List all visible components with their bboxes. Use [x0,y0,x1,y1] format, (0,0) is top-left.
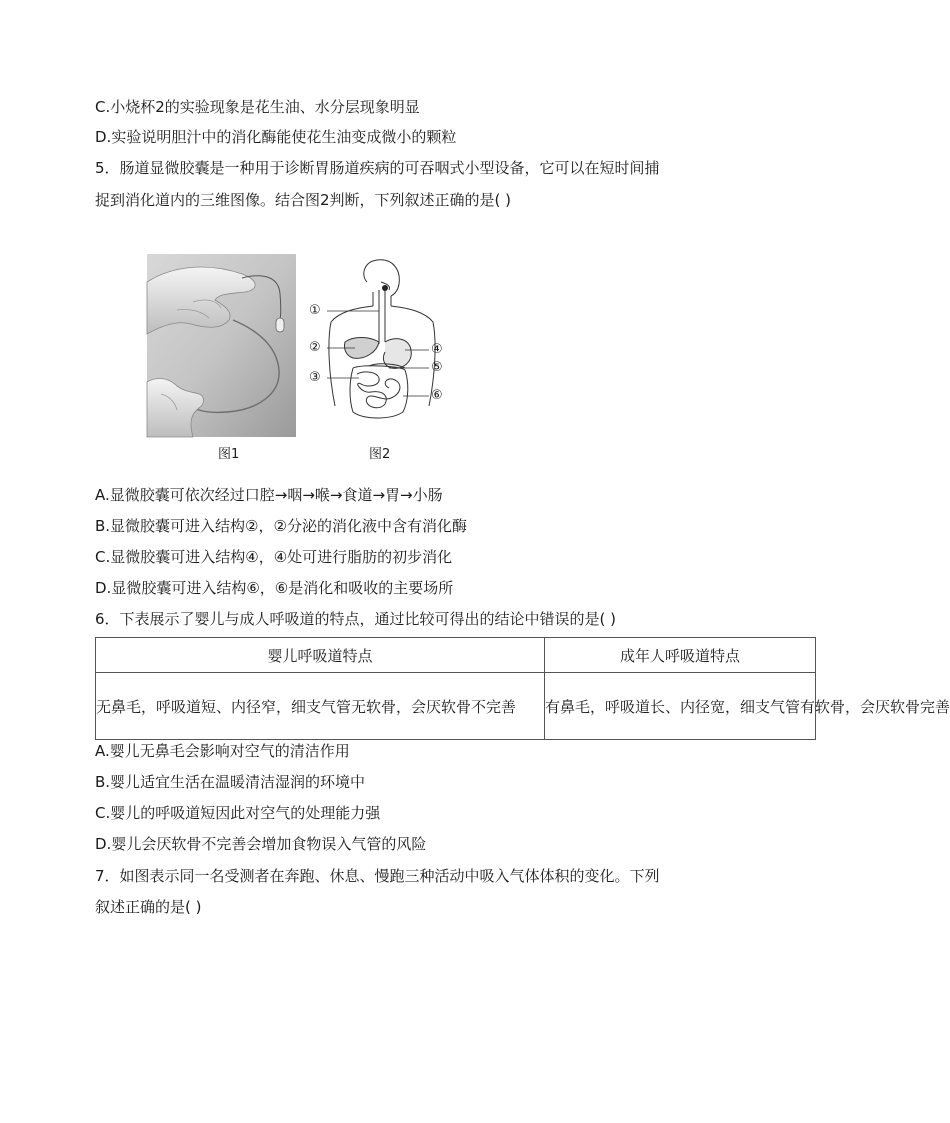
q6-option-a: A.婴儿无鼻毛会影响对空气的清洁作用 [95,742,350,760]
label-2: ② [309,340,321,355]
label-3: ③ [309,370,321,385]
figure-1-caption: 图1 [218,447,240,462]
table-header-infant: 婴儿呼吸道特点 [96,638,545,673]
label-6: ⑥ [431,388,443,403]
q7-stem-line-2: 叙述正确的是( ) [95,898,202,916]
q7-stem-line-1: 7．如图表示同一名受测者在奔跑、休息、慢跑三种活动中吸入气体体积的变化。下列 [95,867,660,885]
q6-option-c: C.婴儿的呼吸道短因此对空气的处理能力强 [95,804,381,822]
q6-stem: 6．下表展示了婴儿与成人呼吸道的特点，通过比较可得出的结论中错误的是( ) [95,610,617,628]
table-cell-infant: 无鼻毛，呼吸道短、内径窄，细支气管无软骨，会厌软骨不完善 [96,673,545,740]
q4-option-d: D.实验说明胆汁中的消化酶能使花生油变成微小的颗粒 [95,128,457,146]
label-5: ⑤ [431,360,443,375]
comparison-table [95,637,950,740]
table-cell-adult: 有鼻毛，呼吸道长、内径宽，细支气管有软骨，会厌软骨完善 [545,673,816,740]
q5-stem-line-1: 5．肠道显微胶囊是一种用于诊断胃肠道疾病的可吞咽式小型设备，它可以在短时间捕 [95,159,660,177]
label-4: ④ [431,342,443,357]
q5-stem-line-2: 捉到消化道内的三维图像。结合图2判断，下列叙述正确的是( ) [95,191,512,209]
figure-2-caption: 图2 [369,447,391,462]
q6-option-d: D.婴儿会厌软骨不完善会增加食物误入气管的风险 [95,835,427,853]
q6-option-b: B.婴儿适宜生活在温暖清洁湿润的环境中 [95,773,366,791]
q5-option-a: A.显微胶囊可依次经过口腔→咽→喉→食道→胃→小肠 [95,486,443,504]
label-1: ① [309,303,321,318]
table-row [96,673,816,740]
table-header-row [96,638,816,673]
q5-option-b: B.显微胶囊可进入结构②，②分泌的消化液中含有消化酶 [95,517,467,535]
q5-option-c: C.显微胶囊可进入结构④，④处可进行脂肪的初步消化 [95,548,453,566]
q5-option-d: D.显微胶囊可进入结构⑥，⑥是消化和吸收的主要场所 [95,579,454,597]
q4-option-c: C.小烧杯2的实验现象是花生油、水分层现象明显 [95,98,420,116]
table-header-adult: 成年人呼吸道特点 [545,638,816,673]
